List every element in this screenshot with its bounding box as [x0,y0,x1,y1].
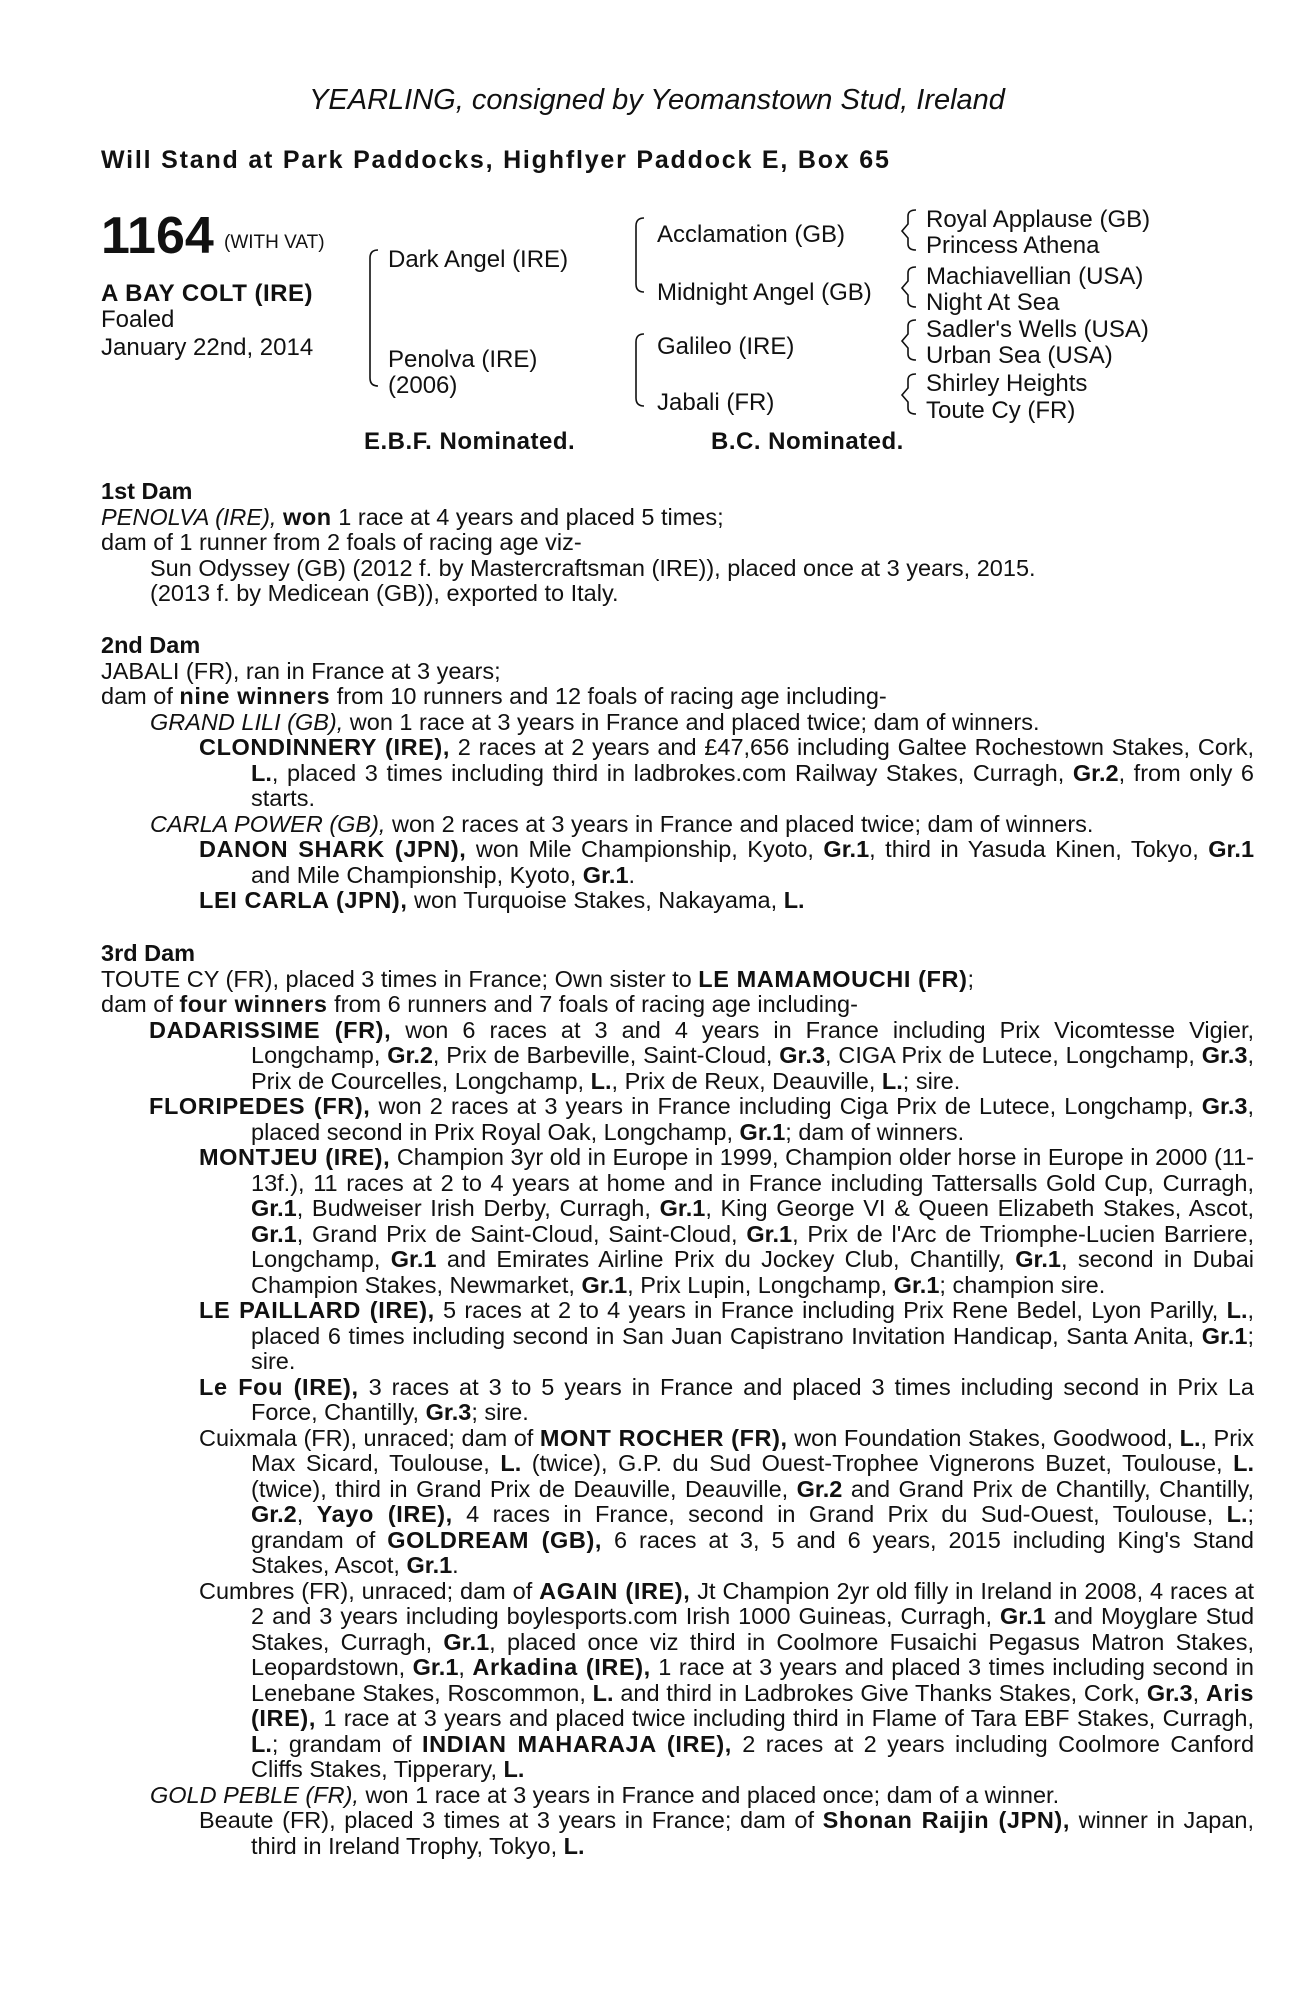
section-heading: 3rd Dam [101,940,196,966]
section-heading: 1st Dam [101,478,193,504]
second-dam-section [101,632,1255,914]
pedigree-sss: Royal Applause (GB) [926,206,1151,233]
pedigree-dss: Sadler's Wells (USA) [926,316,1149,343]
produce-entry: FLORIPEDES (FR), won 2 races at 3 years in France including Ciga Prix de Lutece, Longchamp, Gr.3, placed second in Prix Royal Oak, Longchamp, Gr.1; dam of winners. [149,1093,1255,1145]
produce-summary: dam of four winners from 6 runners and 7 foals of racing age including- [101,991,858,1017]
dam-line: TOUTE CY (FR), placed 3 times in France; Own sister to LE MAMAMOUCHI (FR); [101,965,975,992]
produce-entry: Sun Odyssey (GB) (2012 f. by Mastercraftsman (IRE)), placed once at 3 years, 2015. [150,554,1036,581]
pedigree-dds: Shirley Heights [926,370,1088,397]
produce-entry: LEI CARLA (JPN), won Turquoise Stakes, Nakayama, L. [199,887,805,913]
bc-nominated: B.C. Nominated. [711,428,904,455]
dam-name: PENOLVA (IRE), [101,503,277,530]
produce-entry: DANON SHARK (JPN), won Mile Championship, Kyoto, Gr.1, third in Yasuda Kinen, Tokyo, Gr.1 and Mile Championship, Kyoto, Gr.1. [199,836,1255,888]
pedigree-dsd: Urban Sea (USA) [926,342,1113,369]
pedigree-dam: Penolva (IRE) [388,346,538,373]
lot-number: 1164 [101,207,214,265]
pedigree-sds: Machiavellian (USA) [926,263,1144,290]
pedigree-sire: Dark Angel (IRE) [388,246,569,273]
ebf-nominated: E.B.F. Nominated. [364,428,576,455]
produce-entry: LE PAILLARD (IRE), 5 races at 2 to 4 years in France including Prix Rene Bedel, Lyon Parilly, L., placed 6 times including second in San Juan Capistrano Invitation Handicap, Santa Anita, Gr.1; sire. [199,1297,1255,1374]
produce-entry: Cumbres (FR), unraced; dam of AGAIN (IRE), Jt Champion 2yr old filly in Ireland in 2008, 4 races at 2 and 3 years including boylesports.com Irish 1000 Guineas, Curragh, Gr.1 and Moyglare Stud Stakes, Curragh, Gr.1, placed once viz third in Coolmore Fusaichi Pegasus Matron Stakes, Leopardstown, Gr.1, Arkadina (IRE), 1 race at 3 years and placed 3 times including second in Lenebane Stakes, Roscommon, L. and third in Ladbrokes Give Thanks Stakes, Cork, Gr.3, Aris (IRE), 1 race at 3 years and placed twice including third in Flame of Tara EBF Stakes, Curragh, L.; grandam of INDIAN MAHARAJA (IRE), 2 races at 2 years including Coolmore Canford Cliffs Stakes, Tipperary, L. [199,1577,1255,1782]
produce-entry: CLONDINNERY (IRE), 2 races at 2 years and £47,656 including Galtee Rochestown Stakes, Cork, L., placed 3 times including third in ladbrokes.com Railway Stakes, Curragh, Gr.2, from only 6 starts. [199,734,1255,811]
pedigree-dam-sire: Galileo (IRE) [657,333,795,360]
catalogue-subtitle: YEARLING, consigned by Yeomanstown Stud, Ireland [309,84,1005,116]
stable-location: Will Stand at Park Paddocks, Highflyer Paddock E, Box 65 [101,146,891,174]
vat-note: (WITH VAT) [224,232,325,253]
produce-entry: CARLA POWER (GB), won 2 races at 3 years in France and placed twice; dam of winners. [150,810,1094,837]
dam-line: PENOLVA (IRE), won 1 race at 4 years and placed 5 times; [101,503,724,530]
produce-entry: DADARISSIME (FR), won 6 races at 3 and 4 years in France including Prix Vicomtesse Vigier, Longchamp, Gr.2, Prix de Barbeville, Saint-Cloud, Gr.3, CIGA Prix de Lutece, Longchamp, Gr.3, Prix de Courcelles, Longchamp, L., Prix de Reux, Deauville, L.; sire. [149,1016,1255,1094]
pedigree-sire-sire: Acclamation (GB) [657,221,846,248]
section-heading: 2nd Dam [101,632,201,658]
pedigree-dam-year: (2006) [388,372,458,399]
dam-line: JABALI (FR), ran in France at 3 years; [101,657,501,684]
produce-entry: GRAND LILI (GB), won 1 race at 3 years in France and placed twice; dam of winners. [150,708,1040,735]
foaled-label: Foaled [101,306,175,333]
lot-description: A BAY COLT (IRE) [101,280,314,307]
produce-summary: dam of 1 runner from 2 foals of racing age viz- [101,529,582,555]
produce-entry: Beaute (FR), placed 3 times at 3 years in France; dam of Shonan Raijin (JPN), winner in Japan, third in Ireland Trophy, Tokyo, L. [199,1807,1255,1859]
pedigree-dam-dam: Jabali (FR) [657,389,775,416]
third-dam-section [101,940,1255,1859]
produce-entry: Cuixmala (FR), unraced; dam of MONT ROCHER (FR), won Foundation Stakes, Goodwood, L., Prix Max Sicard, Toulouse, L. (twice), G.P. du Sud Ouest-Trophee Vignerons Buzet, Toulouse, L. (twice), third in Grand Prix de Deauville, Deauville, Gr.2 and Grand Prix de Chantilly, Chantilly, Gr.2, Yayo (IRE), 4 races in France, second in Grand Prix du Sud-Ouest, Toulouse, L.; grandam of GOLDREAM (GB), 6 races at 3, 5 and 6 years, 2015 including King's Stand Stakes, Ascot, Gr.1. [199,1424,1255,1578]
produce-entry: MONTJEU (IRE), Champion 3yr old in Europe in 1999, Champion older horse in Europe in 2000 (11-13f.), 11 races at 2 to 4 years at home and in France including Tattersalls Gold Cup, Curragh, Gr.1, Budweiser Irish Derby, Curragh, Gr.1, King George VI & Queen Elizabeth Stakes, Ascot, Gr.1, Grand Prix de Saint-Cloud, Saint-Cloud, Gr.1, Prix de l'Arc de Triomphe-Lucien Barriere, Longchamp, Gr.1 and Emirates Airline Prix du Jockey Club, Chantilly, Gr.1, second in Dubai Champion Stakes, Newmarket, Gr.1, Prix Lupin, Longchamp, Gr.1; champion sire. [199,1144,1255,1298]
foaled-date: January 22nd, 2014 [101,334,314,361]
pedigree-sdd: Night At Sea [926,289,1060,316]
produce-summary: dam of nine winners from 10 runners and 12 foals of racing age including- [101,683,887,709]
produce-entry: GOLD PEBLE (FR), won 1 race at 3 years in France and placed once; dam of a winner. [150,1781,1060,1808]
pedigree-ddd: Toute Cy (FR) [926,397,1076,424]
produce-entry: Le Fou (IRE), 3 races at 3 to 5 years in France and placed 3 times including second in Prix La Force, Chantilly, Gr.3; sire. [199,1373,1255,1425]
first-dam-section [101,479,1201,607]
produce-entry: (2013 f. by Medicean (GB)), exported to Italy. [150,580,619,606]
pedigree-ssd: Princess Athena [926,232,1100,259]
pedigree-sire-dam: Midnight Angel (GB) [657,279,872,306]
